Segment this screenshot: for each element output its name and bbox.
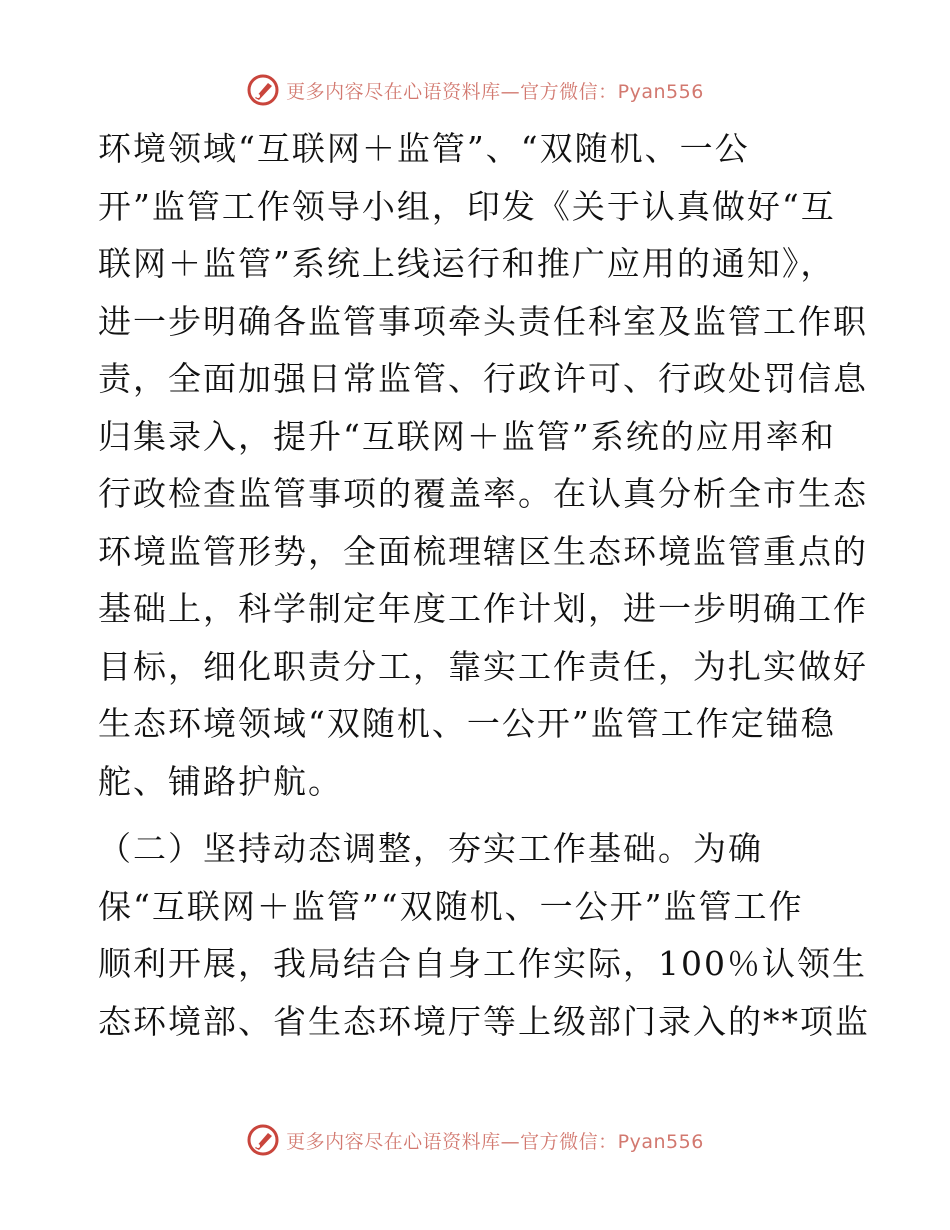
footer-watermark <box>0 1120 950 1160</box>
text-line: 目标，细化职责分工，靠实工作责任，为扎实做好 <box>98 646 868 686</box>
pen-circle-logo-icon <box>246 1123 280 1157</box>
text-line: 生态环境领域“双随机、一公开”监管工作定锚稳 <box>98 704 836 743</box>
text-line: 态环境部、省生态环境厅等上级部门录入的**项监 <box>98 1001 870 1041</box>
text-line: （二）坚持动态调整，夯实工作基础。为确 <box>98 829 763 868</box>
watermark-text: 更多内容尽在心语资料库—官方微信：Pyan556 <box>286 1130 704 1153</box>
header-watermark <box>0 70 950 110</box>
text-line: 联网＋监管”系统上线运行和推广应用的通知》， <box>98 244 836 283</box>
text-line: 舵、铺路护航。 <box>98 761 343 801</box>
text-line: 环境监管形势，全面梳理辖区生态环境监管重点的 <box>98 531 868 571</box>
text-line: 保“互联网＋监管”“双随机、一公开”监管工作 <box>98 886 804 926</box>
text-line: 基础上，科学制定年度工作计划，进一步明确工作 <box>98 589 868 628</box>
text-line: 顺利开展，我局结合自身工作实际，100％认领生 <box>98 944 867 983</box>
paragraph-2 <box>98 820 870 1050</box>
watermark-text: 更多内容尽在心语资料库—官方微信：Pyan556 <box>286 80 704 103</box>
text-line: 归集录入，提升“互联网＋监管”系统的应用率和 <box>98 416 836 456</box>
text-line: 环境领域“互联网＋监管”、“双随机、一公 <box>98 129 750 168</box>
text-line: 行政检查监管事项的覆盖率。在认真分析全市生态 <box>98 474 868 513</box>
paragraph-1 <box>98 120 868 810</box>
pen-circle-logo-icon <box>246 73 280 107</box>
text-line: 进一步明确各监管事项牵头责任科室及监管工作职 <box>98 301 868 341</box>
text-line: 责，全面加强日常监管、行政许可、行政处罚信息 <box>98 359 868 398</box>
text-line: 开”监管工作领导小组，印发《关于认真做好“互 <box>98 186 836 226</box>
document-body <box>98 120 870 1050</box>
paragraph-gap <box>98 810 858 820</box>
